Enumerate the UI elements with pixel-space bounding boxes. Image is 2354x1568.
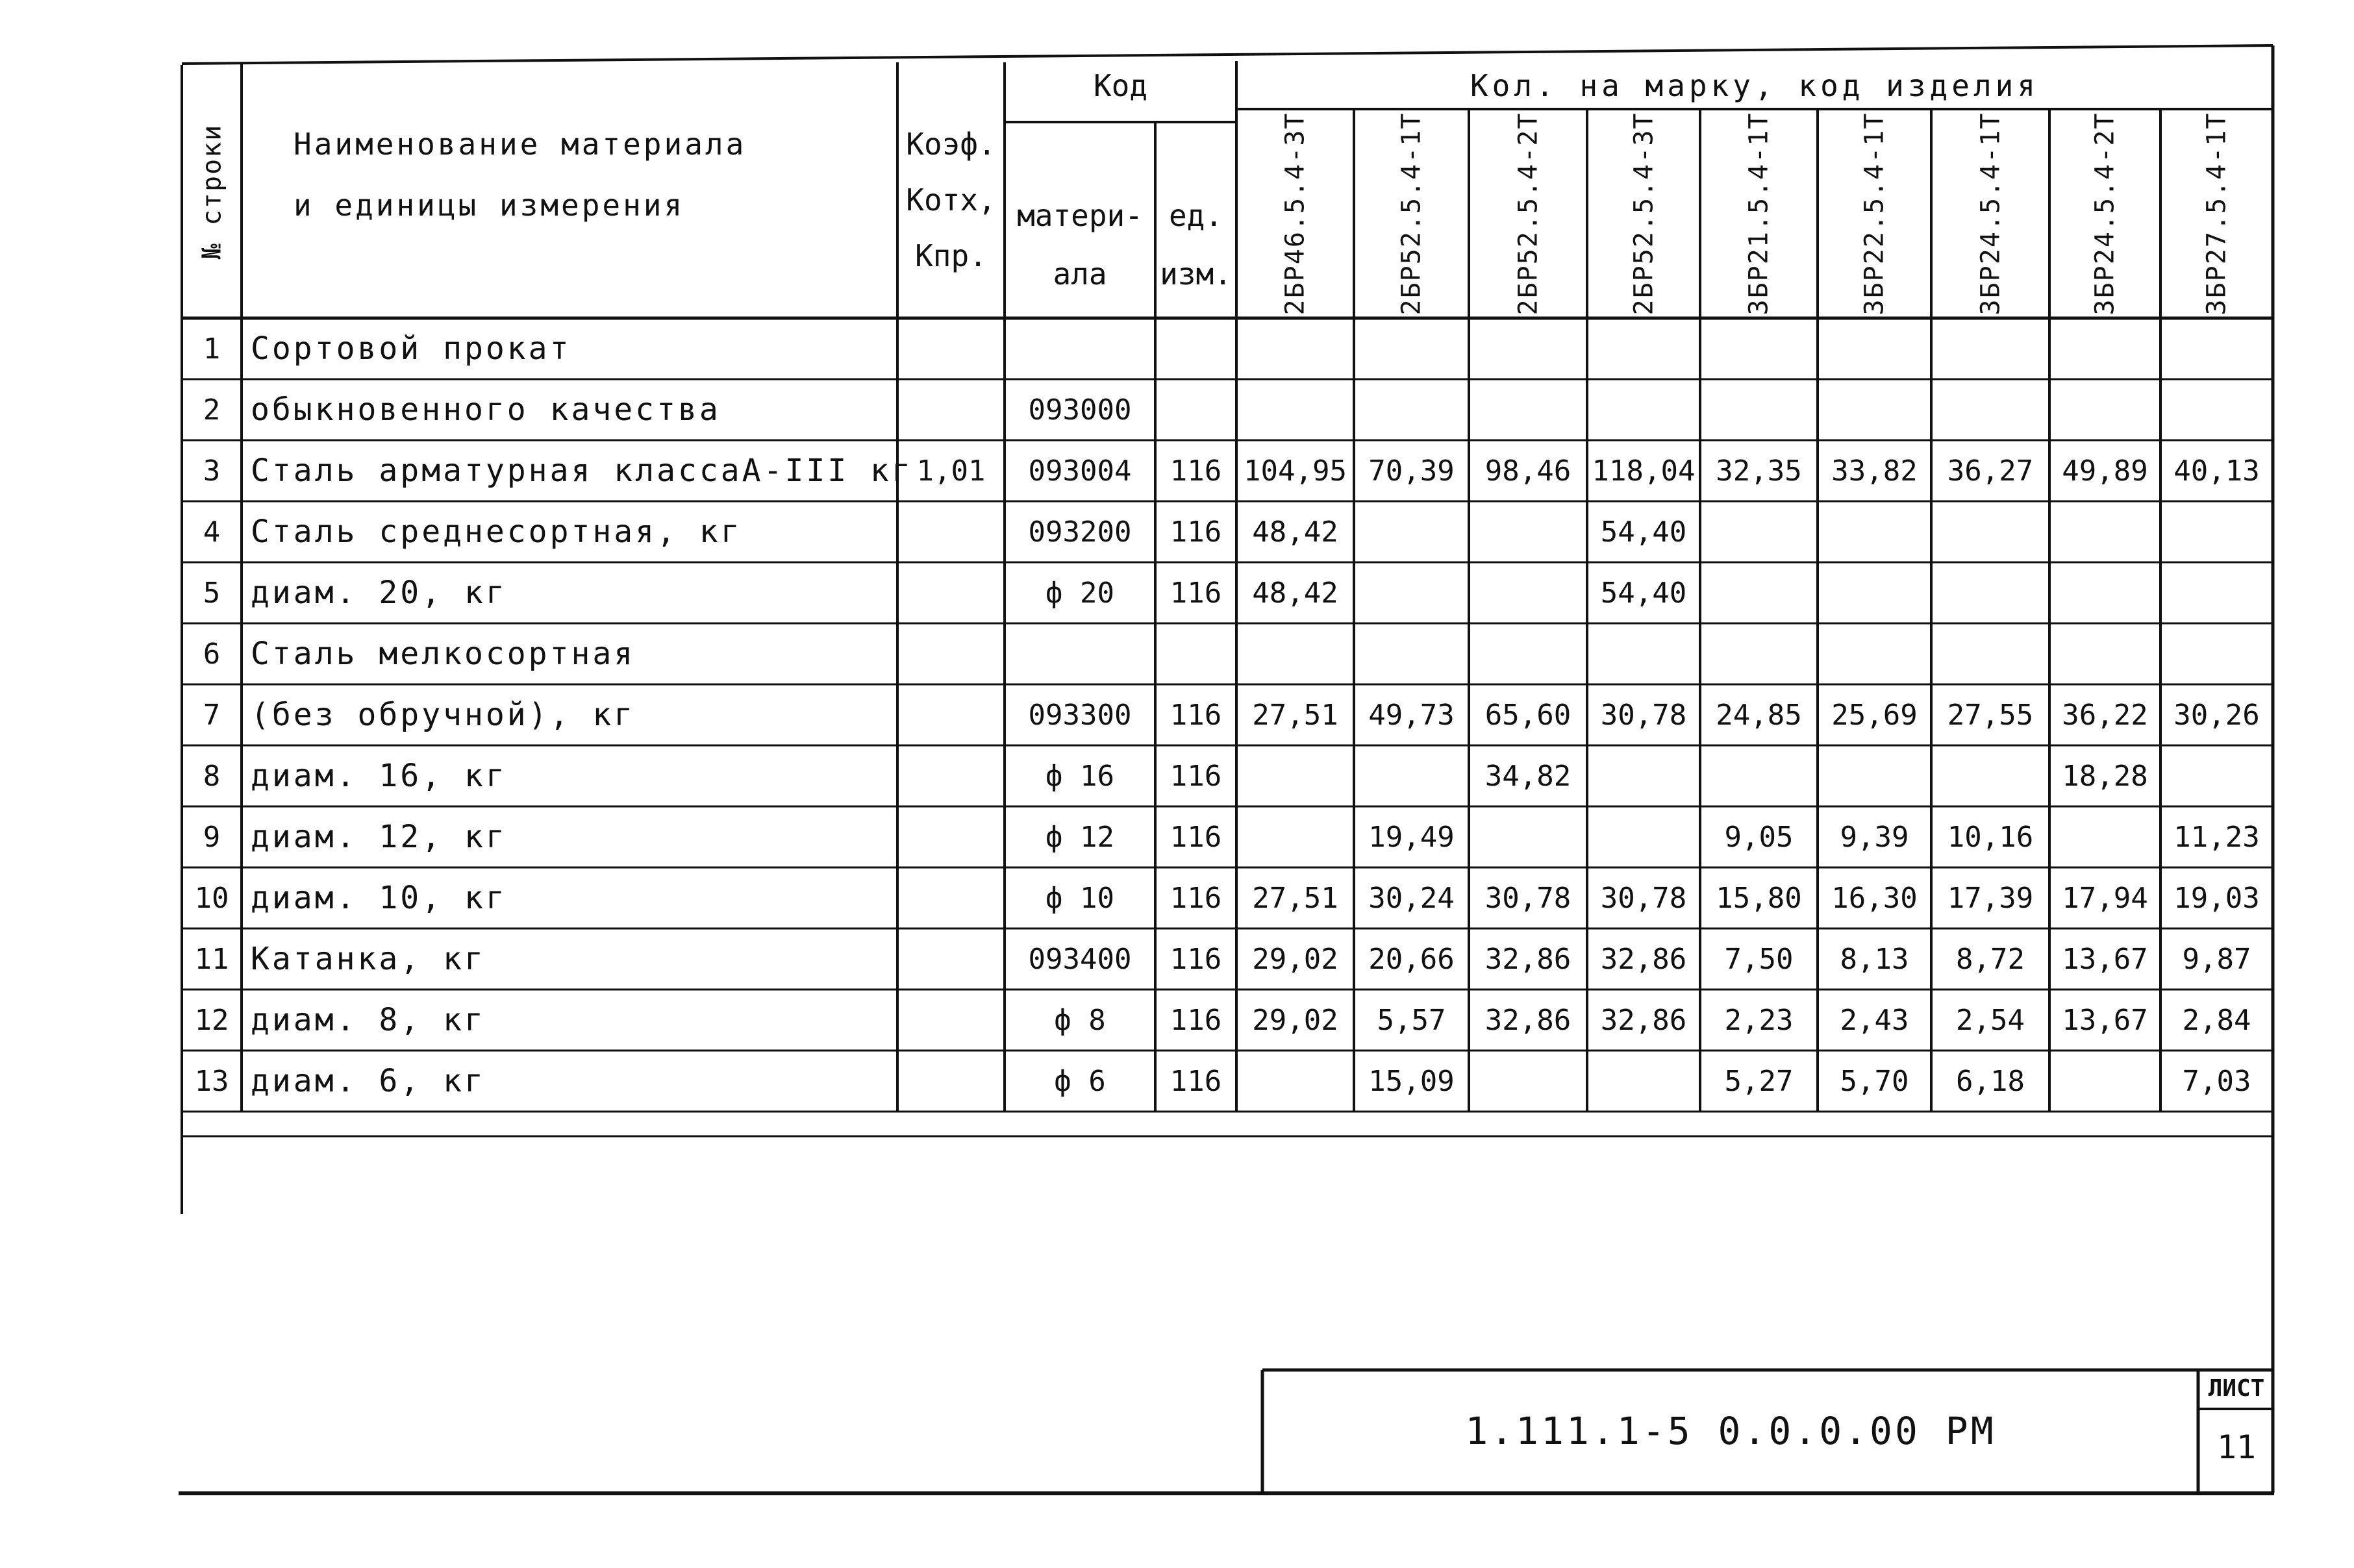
- quantity-cell: 8,72: [1956, 942, 2025, 976]
- unit-code: 116: [1170, 1064, 1222, 1098]
- quantity-cell: [1354, 746, 1469, 806]
- quantity-cell: 5,27: [1724, 1064, 1794, 1098]
- quantity-cell: 25,69: [1831, 698, 1918, 732]
- sheet-label: ЛИСТ: [2208, 1375, 2265, 1402]
- header-mark-6: [1818, 109, 1931, 318]
- document-code: 1.111.1-5 0.0.0.00 РМ: [1465, 1409, 1996, 1453]
- header-mark-2: [1354, 109, 1469, 318]
- quantity-cell: 34,82: [1484, 759, 1571, 793]
- coefficient-value: [897, 319, 1005, 379]
- quantity-cell: [2160, 502, 2273, 562]
- header-mark-label: 2БР52.5.4-2Т: [1513, 112, 1544, 316]
- header-unit: ед. изм.: [1160, 198, 1232, 292]
- quantity-cell: [1354, 319, 1469, 379]
- quantity-cell: [1818, 563, 1931, 623]
- unit-code: [1155, 319, 1236, 379]
- material-name: Сортовой прокат: [251, 330, 571, 367]
- unit-code: 116: [1170, 1003, 1222, 1037]
- quantity-cell: 7,50: [1724, 942, 1794, 976]
- quantity-cell: 9,87: [2182, 942, 2251, 976]
- quantity-cell: 65,60: [1484, 698, 1571, 732]
- material-name: обыкновенного качества: [251, 392, 721, 428]
- quantity-cell: 15,09: [1368, 1064, 1455, 1098]
- quantity-cell: 36,27: [1947, 454, 2034, 488]
- quantity-cell: [1469, 502, 1587, 562]
- header-mark-label: 2БР52.5.4-1Т: [1396, 112, 1427, 316]
- quantity-cell: [1700, 563, 1818, 623]
- quantity-cell: [1469, 563, 1587, 623]
- quantity-cell: [1236, 746, 1354, 806]
- quantity-cell: 13,67: [2062, 942, 2148, 976]
- quantity-cell: [1469, 1051, 1587, 1111]
- quantity-cell: 11,23: [2173, 820, 2260, 854]
- quantity-cell: 2,43: [1840, 1003, 1909, 1037]
- quantity-cell: [1700, 624, 1818, 684]
- quantity-cell: 5,57: [1377, 1003, 1446, 1037]
- row-number: 2: [203, 393, 221, 427]
- quantity-cell: 9,39: [1840, 820, 1909, 854]
- coefficient-value: [897, 990, 1005, 1050]
- row-number: 6: [203, 637, 221, 671]
- quantity-cell: [2049, 380, 2160, 440]
- header-mark-8: [2049, 109, 2160, 318]
- quantity-cell: [1931, 624, 2049, 684]
- header-mark-label: 3БР21.5.4-1Т: [1744, 112, 1774, 316]
- header-mark-label: 3БР27.5.4-1Т: [2201, 112, 2232, 316]
- unit-code: 116: [1170, 698, 1222, 732]
- row-number: 5: [203, 576, 221, 610]
- frame-top-line: [182, 45, 2273, 64]
- quantity-cell: [2160, 380, 2273, 440]
- material-name: Сталь мелкосортная: [251, 636, 636, 672]
- quantity-cell: 36,22: [2062, 698, 2148, 732]
- quantity-cell: [1818, 746, 1931, 806]
- quantity-cell: 2,54: [1956, 1003, 2025, 1037]
- quantity-cell: 118,04: [1592, 454, 1696, 488]
- quantity-cell: 32,86: [1484, 1003, 1571, 1037]
- coefficient-value: [897, 868, 1005, 928]
- quantity-cell: 18,28: [2062, 759, 2148, 793]
- quantity-cell: [1931, 746, 2049, 806]
- quantity-cell: 30,24: [1368, 881, 1455, 915]
- quantity-cell: [1931, 563, 2049, 623]
- quantity-cell: 19,03: [2173, 881, 2260, 915]
- quantity-cell: 27,55: [1947, 698, 2034, 732]
- sheet-number: 11: [2216, 1428, 2257, 1466]
- quantity-cell: [1354, 380, 1469, 440]
- material-code: ф 16: [1046, 759, 1114, 793]
- quantity-cell: 40,13: [2173, 454, 2260, 488]
- material-code: 093000: [1028, 393, 1132, 427]
- quantity-cell: 32,35: [1716, 454, 1802, 488]
- quantity-cell: [2049, 563, 2160, 623]
- quantity-cell: [2049, 624, 2160, 684]
- quantity-cell: 48,42: [1252, 515, 1338, 549]
- quantity-cell: 9,05: [1724, 820, 1794, 854]
- quantity-cell: 29,02: [1252, 942, 1338, 976]
- quantity-cell: [1587, 319, 1700, 379]
- header-coefficient: Коэф. Котх, Кпр.: [906, 127, 996, 273]
- quantity-cell: [1469, 380, 1587, 440]
- unit-code: 116: [1170, 820, 1222, 854]
- row-number: 13: [194, 1064, 229, 1098]
- quantity-cell: [1700, 380, 1818, 440]
- coefficient-value: [897, 685, 1005, 745]
- coefficient-value: 1,01: [916, 454, 986, 488]
- quantity-cell: [1587, 380, 1700, 440]
- material-code: 093400: [1028, 942, 1132, 976]
- quantity-cell: 32,86: [1484, 942, 1571, 976]
- quantity-cell: 49,73: [1368, 698, 1455, 732]
- quantity-cell: [1931, 380, 2049, 440]
- coefficient-value: [897, 929, 1005, 989]
- quantity-cell: 30,78: [1600, 881, 1687, 915]
- quantity-cell: [1931, 502, 2049, 562]
- quantity-cell: [1818, 380, 1931, 440]
- unit-code: [1155, 380, 1236, 440]
- quantity-cell: 32,86: [1600, 1003, 1687, 1037]
- material-name: диам. 6, кг: [251, 1063, 486, 1099]
- quantity-cell: 10,16: [1947, 820, 2034, 854]
- coefficient-value: [897, 807, 1005, 867]
- quantity-cell: [1469, 624, 1587, 684]
- quantity-cell: 54,40: [1600, 515, 1687, 549]
- quantity-cell: 13,67: [2062, 1003, 2148, 1037]
- quantity-cell: [1587, 746, 1700, 806]
- quantity-cell: [2160, 563, 2273, 623]
- header-mark-label: 3БР24.5.4-1Т: [1975, 112, 2006, 316]
- quantity-cell: 27,51: [1252, 881, 1338, 915]
- quantity-cell: 27,51: [1252, 698, 1338, 732]
- quantity-cell: [1236, 624, 1354, 684]
- quantity-cell: 5,70: [1840, 1064, 1909, 1098]
- quantity-cell: 30,26: [2173, 698, 2260, 732]
- coefficient-value: [897, 502, 1005, 562]
- header-mark-label: 2БР52.5.4-3Т: [1629, 112, 1659, 316]
- quantity-cell: 8,13: [1840, 942, 1909, 976]
- quantity-cell: [2049, 807, 2160, 867]
- material-code: [1005, 319, 1155, 379]
- coefficient-value: [897, 563, 1005, 623]
- quantity-cell: [1818, 319, 1931, 379]
- quantity-cell: 48,42: [1252, 576, 1338, 610]
- header-mark-4: [1587, 109, 1700, 318]
- quantity-cell: [1587, 624, 1700, 684]
- quantity-cell: [1700, 319, 1818, 379]
- quantity-cell: [1236, 807, 1354, 867]
- row-number: 1: [203, 332, 221, 366]
- row-number: 12: [194, 1003, 229, 1037]
- quantity-cell: [1469, 807, 1587, 867]
- material-code: ф 12: [1046, 820, 1114, 854]
- material-code: ф 8: [1054, 1003, 1106, 1037]
- quantity-cell: 6,18: [1956, 1064, 2025, 1098]
- unit-code: 116: [1170, 942, 1222, 976]
- quantity-cell: 24,85: [1716, 698, 1802, 732]
- quantity-cell: [2049, 319, 2160, 379]
- quantity-cell: 29,02: [1252, 1003, 1338, 1037]
- material-name: Катанка, кг: [251, 941, 486, 977]
- coefficient-value: [897, 746, 1005, 806]
- header-mark-3: [1469, 109, 1587, 318]
- quantity-cell: [1587, 807, 1700, 867]
- material-name: диам. 10, кг: [251, 880, 507, 916]
- unit-code: 116: [1170, 576, 1222, 610]
- row-number: 11: [194, 942, 229, 976]
- quantity-cell: 49,89: [2062, 454, 2148, 488]
- unit-code: 116: [1170, 454, 1222, 488]
- quantity-cell: [2049, 1051, 2160, 1111]
- header-mark-9: [2160, 109, 2273, 318]
- quantity-cell: [1354, 624, 1469, 684]
- quantity-cell: [1354, 563, 1469, 623]
- quantity-cell: 20,66: [1368, 942, 1455, 976]
- quantity-cell: [2160, 624, 2273, 684]
- header-mark-7: [1931, 109, 2049, 318]
- row-number: 10: [194, 881, 229, 915]
- quantity-cell: [1354, 502, 1469, 562]
- row-number: 7: [203, 698, 221, 732]
- material-name: Сталь арматурная классаA-III кг: [251, 453, 913, 489]
- header-code: Код: [1093, 68, 1148, 103]
- quantity-cell: 30,78: [1600, 698, 1687, 732]
- header-mark-1: [1236, 109, 1354, 318]
- quantity-cell: 104,95: [1244, 454, 1347, 488]
- quantity-cell: 17,39: [1947, 881, 2034, 915]
- quantity-cell: 7,03: [2182, 1064, 2251, 1098]
- header-mark-label: 3БР22.5.4-1Т: [1859, 112, 1890, 316]
- material-name: диам. 8, кг: [251, 1002, 486, 1038]
- quantity-cell: 19,49: [1368, 820, 1455, 854]
- row-number: 8: [203, 759, 221, 793]
- quantity-cell: 2,84: [2182, 1003, 2251, 1037]
- header-row-number: № строки: [197, 123, 227, 260]
- quantity-cell: 98,46: [1484, 454, 1571, 488]
- quantity-cell: [1700, 502, 1818, 562]
- header-mark-5: [1700, 109, 1818, 318]
- unit-code: 116: [1170, 759, 1222, 793]
- row-number: 3: [203, 454, 221, 488]
- material-code: 093200: [1028, 515, 1132, 549]
- coefficient-value: [897, 624, 1005, 684]
- quantity-cell: [2160, 319, 2273, 379]
- quantity-cell: 17,94: [2062, 881, 2148, 915]
- quantity-cell: [1587, 1051, 1700, 1111]
- quantity-cell: [1818, 624, 1931, 684]
- material-code: 093004: [1028, 454, 1132, 488]
- material-code: ф 20: [1046, 576, 1114, 610]
- quantity-cell: 2,23: [1724, 1003, 1794, 1037]
- quantity-cell: 54,40: [1600, 576, 1687, 610]
- unit-code: [1155, 624, 1236, 684]
- quantity-cell: [1700, 746, 1818, 806]
- header-mark-label: 3БР24.5.4-2Т: [2090, 112, 2120, 316]
- header-quantity-title: Кол. на марку, код изделия: [1470, 68, 2040, 103]
- row-number: 4: [203, 515, 221, 549]
- header-mark-label: 2БР46.5.4-3Т: [1280, 112, 1310, 316]
- quantity-cell: 70,39: [1368, 454, 1455, 488]
- quantity-cell: [1236, 1051, 1354, 1111]
- unit-code: 116: [1170, 515, 1222, 549]
- material-name: диам. 12, кг: [251, 819, 507, 855]
- quantity-cell: 32,86: [1600, 942, 1687, 976]
- material-name: диам. 20, кг: [251, 575, 507, 611]
- quantity-cell: [2160, 746, 2273, 806]
- material-code: [1005, 624, 1155, 684]
- material-code: ф 10: [1046, 881, 1114, 915]
- unit-code: 116: [1170, 881, 1222, 915]
- quantity-cell: [1236, 380, 1354, 440]
- quantity-cell: 16,30: [1831, 881, 1918, 915]
- quantity-cell: [1236, 319, 1354, 379]
- quantity-cell: [1818, 502, 1931, 562]
- coefficient-value: [897, 1051, 1005, 1111]
- header-material-code: матери- ала: [1017, 198, 1143, 292]
- quantity-cell: 33,82: [1831, 454, 1918, 488]
- header-material-name: Наименование материала и единицы измерения: [294, 127, 747, 223]
- quantity-cell: [1469, 319, 1587, 379]
- quantity-cell: [2049, 502, 2160, 562]
- quantity-cell: [1931, 319, 2049, 379]
- quantity-cell: 15,80: [1716, 881, 1802, 915]
- material-name: Сталь среднесортная, кг: [251, 514, 742, 550]
- material-name: (без обручной), кг: [251, 697, 636, 733]
- quantity-cell: 30,78: [1484, 881, 1571, 915]
- material-name: диам. 16, кг: [251, 758, 507, 794]
- material-code: 093300: [1028, 698, 1132, 732]
- coefficient-value: [897, 380, 1005, 440]
- row-number: 9: [203, 820, 221, 854]
- material-code: ф 6: [1054, 1064, 1106, 1098]
